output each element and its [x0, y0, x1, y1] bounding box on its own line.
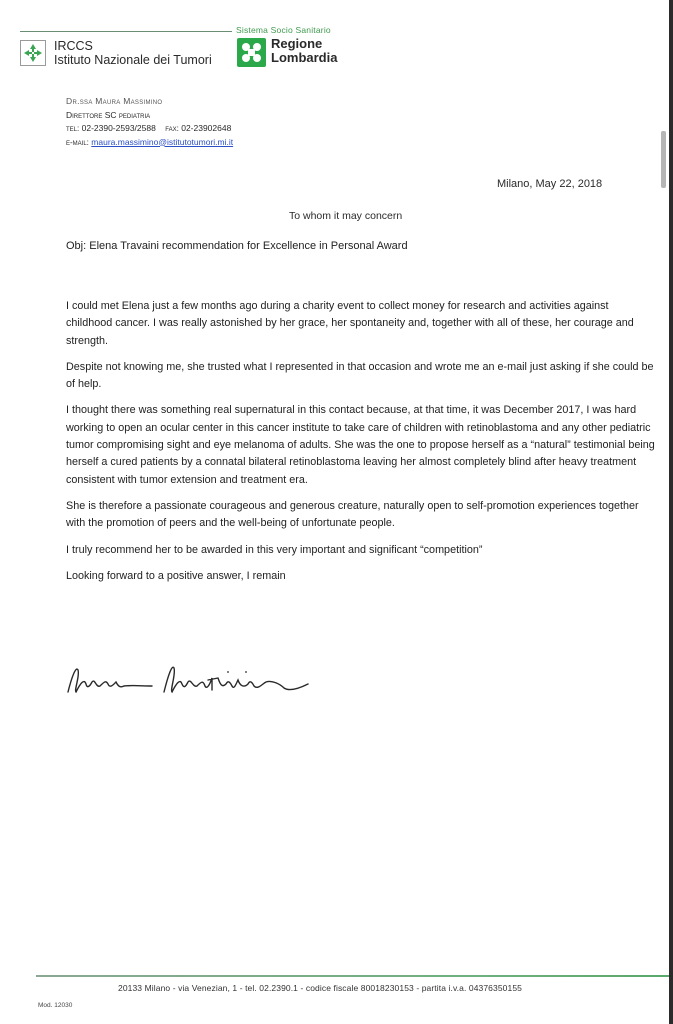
- paragraph: I truly recommend her to be awarded in this very important and significant “competition”: [66, 543, 483, 556]
- paragraph: I could met Elena just a few months ago during a charity event to collect money for research and activities against childhood cancer. I was really astonished by her grace, her spontaneity and, together with all of these, her courage and strength.: [66, 300, 634, 347]
- subject-line: Obj: Elena Travaini recommendation for Excellence in Personal Award: [66, 240, 408, 252]
- sender-phone-line: tel: 02-2390-2593/2588 fax: 02-23902648: [66, 123, 232, 133]
- sender-email-link[interactable]: maura.massimino@istitutotumori.mi.it: [91, 136, 234, 147]
- salutation: To whom it may concern: [289, 210, 403, 222]
- sender-name: Dr.ssa Maura Massimino: [66, 96, 163, 106]
- sender-block: [66, 95, 233, 149]
- header-rule: [20, 31, 232, 32]
- region-name: Regione Lombardia: [271, 36, 338, 65]
- system-label: Sistema Socio Sanitario: [236, 25, 331, 35]
- paragraph: Looking forward to a positive answer, I remain: [66, 569, 286, 582]
- footer-address: 20133 Milano - via Venezian, 1 - tel. 02.2390.1 - codice fiscale 80018230153 - partita i.v.a. 04376350155: [118, 983, 522, 993]
- sender-email-line: e-mail: maura.massimino@istitutotumori.mi.it: [66, 136, 234, 147]
- institute-name: IRCCS Istituto Nazionale dei Tumori: [54, 39, 212, 67]
- sender-tel: 02-2390-2593/2588: [81, 123, 156, 133]
- paragraph: I thought there was something real supernatural in this contact because, at that time, it was December 2017, I was hard working to open an ocular center in this cancer institute to take care of children with retinoblastoma and any other pediatric tumor compromising sight and eye melanoma of adults. She was the one to propose herself as a “natural” testimonial being herself a cured patients by a connatal bilateral retinoblastoma leaving her almost completely blind after heavy treatment consistent with tumor extension and treatment era.: [66, 404, 655, 486]
- regione-lombardia-logo-icon: [237, 38, 266, 67]
- letter-date: Milano, May 22, 2018: [497, 178, 603, 190]
- window-edge: [669, 0, 673, 1024]
- paragraph: She is therefore a passionate courageous and generous creature, naturally open to self-promotion experiences together with the promotion of peers and the well-being of unfortunate people.: [66, 499, 639, 530]
- handwritten-signature: [62, 656, 362, 707]
- sender-role: Direttore SC pediatria: [66, 109, 151, 120]
- ircss-logo-icon: [20, 40, 46, 66]
- footer-rule: [36, 975, 669, 977]
- paragraph: Despite not knowing me, she trusted what I represented in that occasion and wrote me an e-mail just asking if she could be of help.: [66, 360, 654, 391]
- scrollbar-thumb[interactable]: [661, 131, 666, 188]
- form-code: Mod. 12030: [38, 1002, 73, 1009]
- letter-body: [66, 298, 656, 594]
- sender-fax: 02-23902648: [181, 123, 232, 133]
